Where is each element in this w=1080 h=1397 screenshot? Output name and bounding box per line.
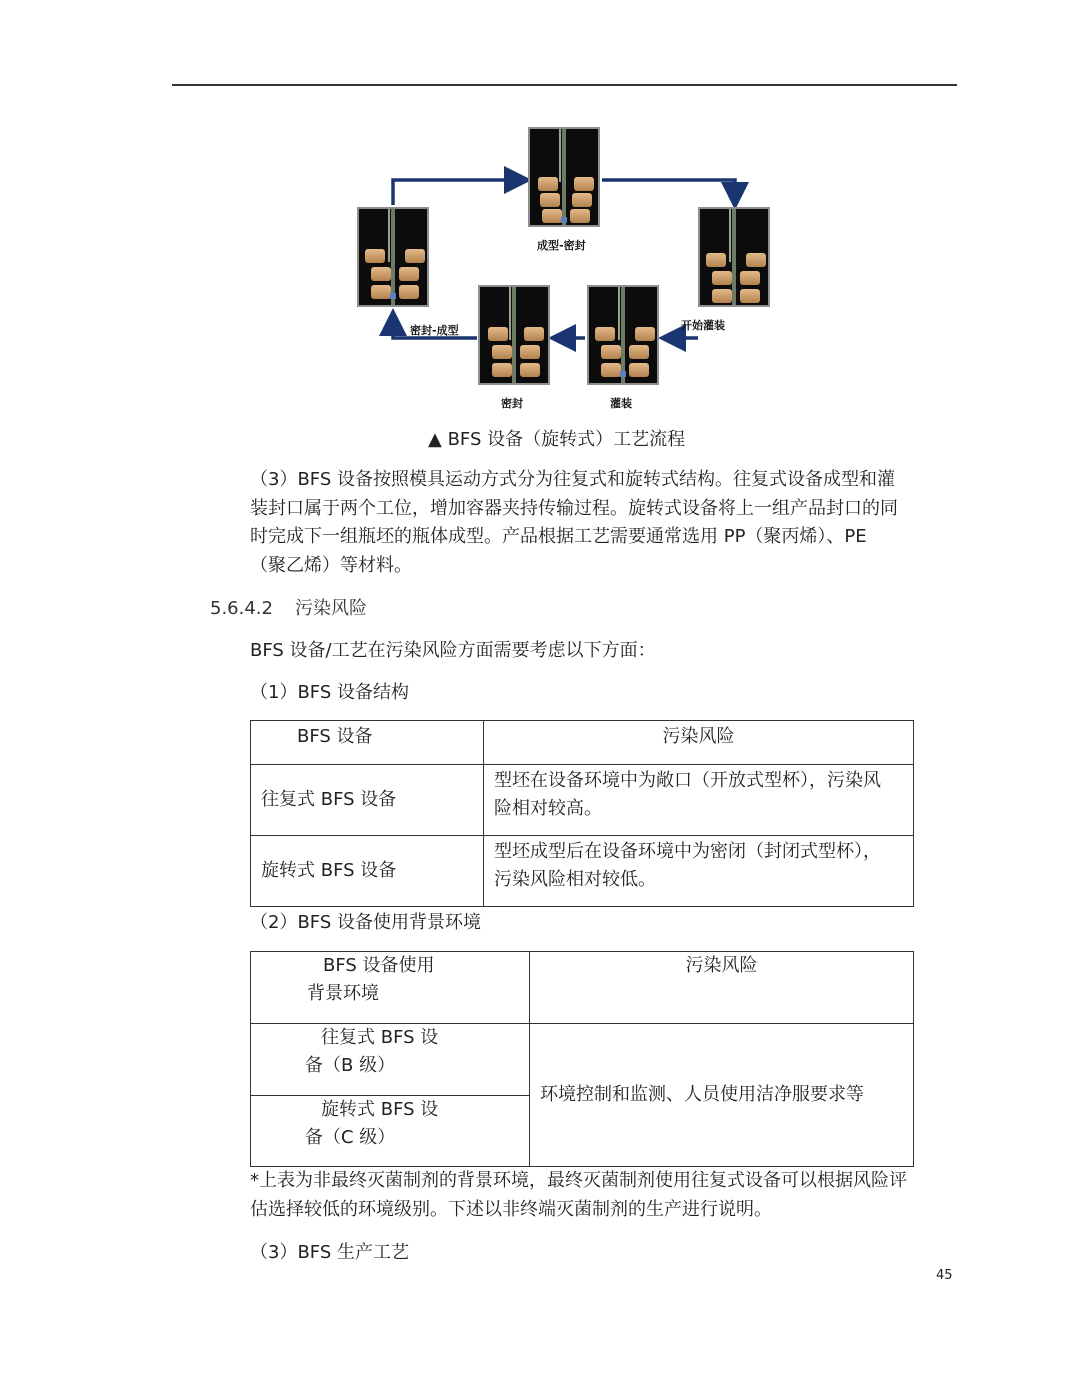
panel-filling — [587, 285, 659, 385]
table-header-cell — [530, 952, 914, 1024]
cell-risk: 环境控制和监测、人员使用洁净服要求等 — [540, 1084, 864, 1105]
arrow-top-right — [602, 180, 735, 203]
cell-equipment: 往复式 BFS 设备 — [261, 789, 397, 810]
table-row — [251, 836, 914, 907]
panel-start-filling — [698, 207, 770, 307]
header-risk: 污染风险 — [685, 955, 758, 976]
table-footnote — [250, 1167, 962, 1224]
table-header-cell — [251, 952, 530, 1024]
paragraph-line: （聚乙烯）等材料。 — [250, 554, 412, 576]
paragraph-line: 装封口属于两个工位，增加容器夹持传输过程。旋转式设备将上一组产品封口的同 — [250, 497, 898, 519]
section-number: 5.6.4.2 — [210, 598, 273, 619]
item-equipment-structure: （1）BFS 设备结构 — [250, 682, 409, 703]
cell-equipment-line: 备（C 级） — [305, 1127, 396, 1148]
table-cell — [484, 836, 914, 907]
cell-risk-line: 型坯成型后在设备环境中为密闭（封闭式型杯）， — [494, 841, 881, 862]
section-heading — [210, 594, 367, 620]
cell-equipment: 旋转式 BFS 设备 — [261, 860, 397, 881]
label-forming-sealing: 成型-密封 — [537, 239, 586, 252]
paragraph-line: （3）BFS 设备按照模具运动方式分为往复式和旋转式结构。往复式设备成型和灌 — [250, 469, 895, 490]
table-header-cell — [251, 721, 484, 765]
page-number: 45 — [936, 1268, 953, 1283]
label-start-filling: 开始灌装 — [681, 319, 725, 332]
header-equipment: BFS 设备 — [297, 726, 373, 747]
table-background-environment — [250, 951, 914, 1167]
table-cell — [484, 765, 914, 836]
item-production-process: （3）BFS 生产工艺 — [250, 1242, 409, 1263]
cell-risk-line: 污染风险相对较低。 — [494, 869, 656, 890]
table-equipment-structure — [250, 720, 914, 907]
panel-forming-sealing — [528, 127, 600, 227]
cell-equipment-line: 备（B 级） — [305, 1055, 396, 1076]
header-equipment-line: 背景环境 — [307, 983, 379, 1004]
label-filling: 灌装 — [610, 397, 632, 410]
figure-caption: ▲ BFS 设备（旋转式）工艺流程 — [428, 429, 686, 450]
cell-risk-line: 险相对较高。 — [494, 798, 602, 819]
paragraph-line: 时完成下一组瓶坯的瓶体成型。产品根据工艺需要通常选用 PP（聚丙烯）、PE — [250, 526, 867, 547]
table-cell — [251, 836, 484, 907]
table-cell — [251, 765, 484, 836]
table-header-row — [251, 952, 914, 1024]
panel-sealing-forming — [357, 207, 429, 307]
table-cell — [251, 1024, 530, 1096]
label-sealing-forming: 密封-成型 — [410, 324, 459, 337]
table-row — [251, 1024, 914, 1096]
panel-sealing — [478, 285, 550, 385]
footnote-line: 估选择较低的环境级别。下述以非终端灭菌制剂的生产进行说明。 — [250, 1198, 772, 1220]
header-rule — [172, 84, 957, 86]
header-equipment-line: BFS 设备使用 — [323, 955, 435, 976]
footnote-line: *上表为非最终灭菌制剂的背景环境，最终灭菌制剂使用往复式设备可以根据风险评 — [250, 1170, 907, 1191]
intro-text: BFS 设备/工艺在污染风险方面需要考虑以下方面： — [250, 640, 656, 661]
cell-equipment-line: 旋转式 BFS 设 — [321, 1099, 439, 1120]
table-header-row — [251, 721, 914, 765]
label-sealing: 密封 — [501, 397, 523, 410]
table-header-cell — [484, 721, 914, 765]
cell-equipment-line: 往复式 BFS 设 — [321, 1027, 439, 1048]
paragraph-bfs-structure — [250, 466, 950, 580]
item-background-environment: （2）BFS 设备使用背景环境 — [250, 912, 481, 933]
cell-risk-line: 型坯在设备环境中为敞口（开放式型杯），污染风 — [494, 770, 881, 791]
arrow-top-left — [393, 180, 525, 205]
section-title: 污染风险 — [294, 598, 367, 619]
table-row — [251, 765, 914, 836]
table-cell-risk — [530, 1024, 914, 1167]
header-risk: 污染风险 — [662, 726, 735, 747]
bfs-process-figure — [355, 125, 775, 415]
table-cell — [251, 1096, 530, 1167]
